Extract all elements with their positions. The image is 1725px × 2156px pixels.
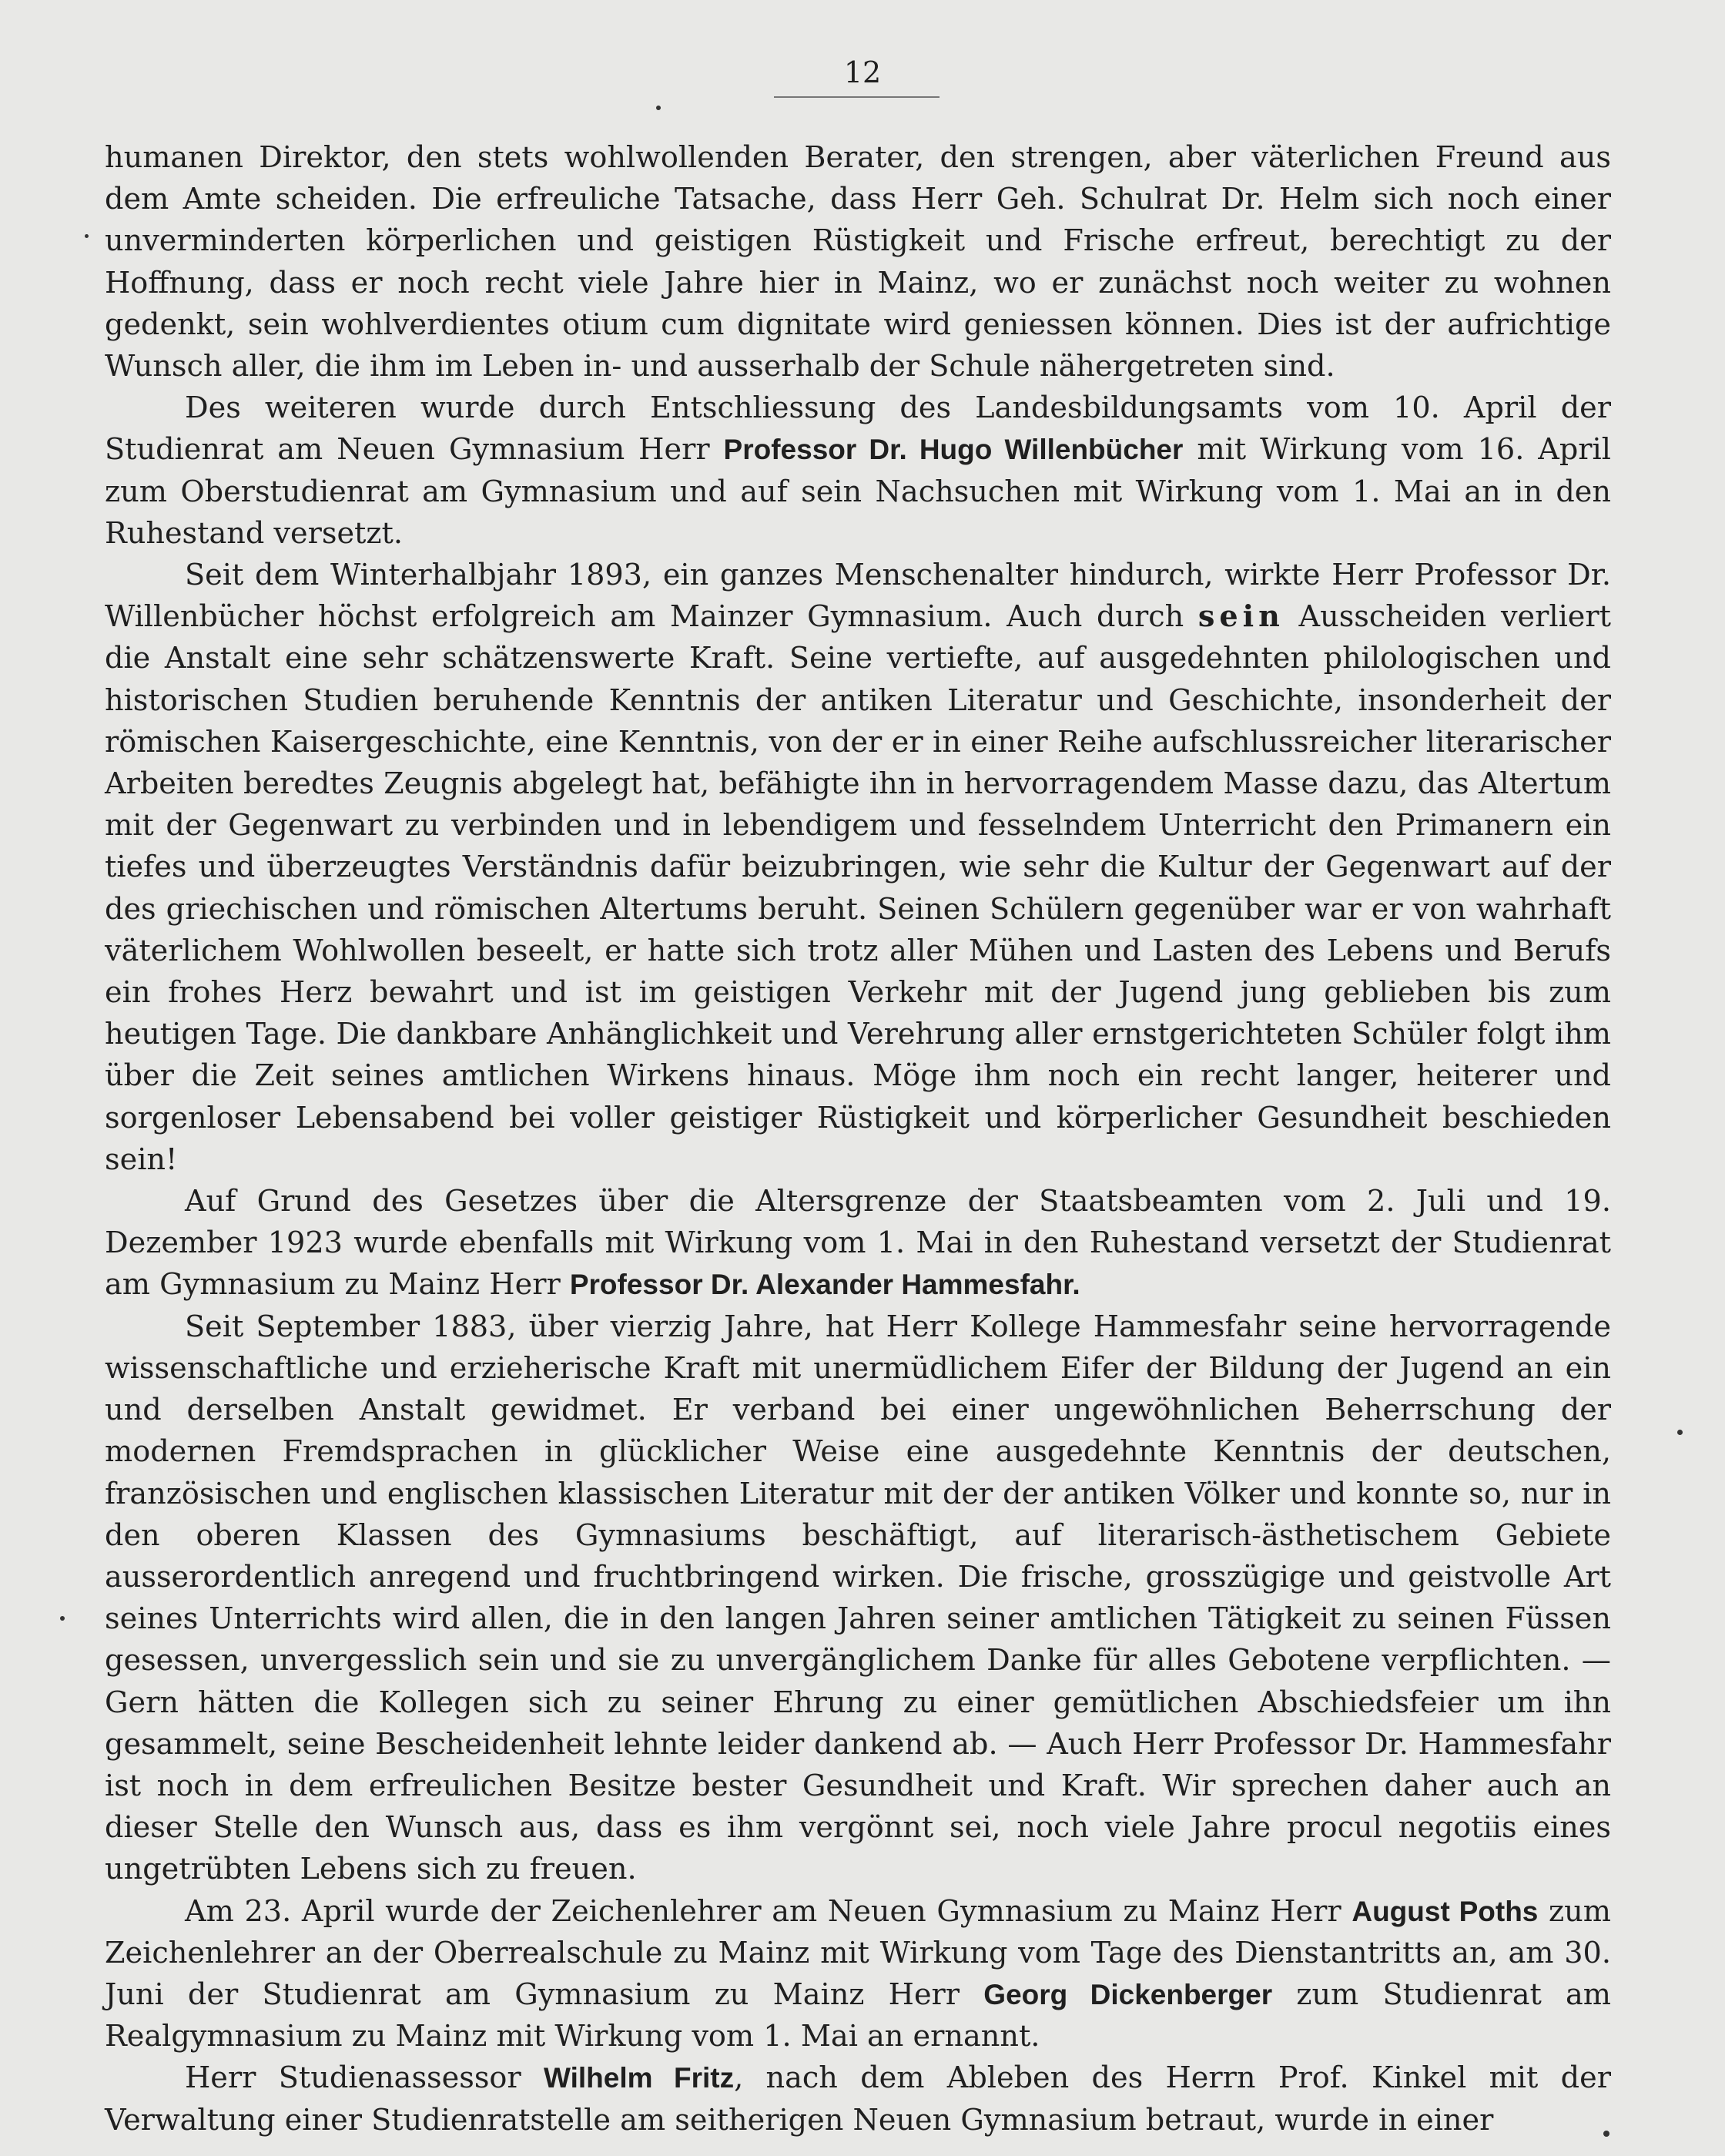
text-span: Seit dem Winterhalbjahr 1893, ein ganzes Menschenalter hindurch, wirkte Herr Professor Dr. Willenbücher höchst erfolgreich am Mainzer Gymnasium. Auch durch — [105, 558, 1611, 635]
paragraph-hammesfahr-retirement — [105, 1181, 1611, 1306]
emphasized-word: sein — [1197, 599, 1285, 635]
page-number-rule — [774, 96, 940, 98]
paragraph-willenbuecher-retirement — [105, 387, 1611, 555]
text-span: zum Zeichenlehrer an der Oberrealschule zu Mainz mit Wirkung vom Tage des Dienstantritts an, am 30. Juni der Studienrat am Gymnasium zu Mainz Herr — [105, 1894, 1611, 2012]
person-name-hammesfahr: Professor Dr. Alexander Hammesfahr. — [569, 1269, 1080, 1301]
page-number: 12 — [843, 55, 882, 89]
paragraph-hammesfahr-tribute: Seit September 1883, über vierzig Jahre, hat Herr Kollege Hammesfahr seine hervorragende wissenschaftliche und erzieherische Kraft mit unermüdlichem Eifer der Bildung der Jugend an ein und derselben Anstalt gewidmet. Er verband bei einer ungewöhnlichen Beherrschung der modernen Fremdsprachen in glücklicher Weise eine ausgedehnte Kenntnis der deutschen, französischen und englischen klassischen Literatur mit der der antiken Völker und konnte so, nur in den oberen Klassen des Gymnasiums beschäftigt, auf literarisch-ästhetischem Gebiete ausserordentlich anregend und fruchtbringend wirken. Die frische, grosszügige und geistvolle Art seines Unterrichts wird allen, die in den langen Jahren seiner amtlichen Tätigkeit zu seinen Füssen gesessen, unvergesslich sein und sie zu unvergänglichem Danke für alles Gebotene verpflichten. — Gern hätten die Kollegen sich zu seiner Ehrung zu einer gemütlichen Abschiedsfeier um ihn gesammelt, seine Bescheidenheit lehnte leider dankend ab. — Auch Herr Professor Dr. Hammesfahr ist noch in dem erfreulichen Besitze bester Gesundheit und Kraft. Wir sprechen daher auch an dieser Stelle den Wunsch aus, dass es ihm vergönnt sei, noch viele Jahre procul negotiis eines ungetrübten Lebens sich zu freuen. — [105, 1309, 1611, 1887]
person-name-dickenberger: Georg Dickenberger — [983, 1978, 1273, 2010]
text-span: zum Studienrat am Realgymnasium zu Mainz mit Wirkung vom 1. Mai an ernannt. — [105, 1977, 1612, 2054]
scan-speck — [85, 234, 89, 238]
paragraph-helm-farewell: humanen Direktor, den stets wohlwollenden Berater, den strengen, aber väterlichen Freund aus dem Amte scheiden. Die erfreuliche Tatsache, dass Herr Geh. Schulrat Dr. Helm sich noch einer unverminderten körperlichen und geistigen Rüstigkeit und Frische erfreut, berechtigt zu der Hoffnung, dass er noch recht viele Jahre hier in Mainz, wo er zunächst noch weiter zu wohnen gedenkt, sein wohlverdientes otium cum dignitate wird geniessen können. Dies ist der aufrichtige Wunsch aller, die ihm im Leben in- und ausserhalb der Schule nähergetreten sind. — [105, 141, 1611, 384]
paragraph-willenbuecher-tribute — [105, 555, 1611, 1181]
text-span: Ausscheiden verliert die Anstalt eine sehr schätzenswerte Kraft. Seine vertiefte, auf ausgedehnten philologischen und historischen Studien beruhende Kenntnis der antiken Literatur und Geschichte, insonderheit der römischen Kaisergeschichte, eine Kenntnis, von der er in einer Reihe aufschlussreicher literarischer Arbeiten beredtes Zeugnis abgelegt hat, befähigte ihn in hervorragendem Masse dazu, das Altertum mit der Gegenwart zu verbinden und in lebendigem und fesselndem Unterricht den Primanern ein tiefes und überzeugtes Verständnis dafür beizubringen, wie sehr die Kultur der Gegenwart auf der des griechischen und römischen Altertums beruht. Seinen Schülern gegenüber war er von wahrhaft väterlichem Wohlwollen beseelt, er hatte sich trotz aller Mühen und Lasten des Lebens und Berufs ein frohes Herz bewahrt und ist im geistigen Verkehr mit der Jugend jung geblieben bis zum heutigen Tage. Die dankbare Anhänglichkeit und Verehrung aller ernstgerichteten Schüler folgt ihm über die Zeit seines amtlichen Wirkens hinaus. Möge ihm noch ein recht langer, heiterer und sorgenloser Lebensabend bei voller geistiger Rüstigkeit und körperlicher Gesundheit beschieden sein! — [105, 600, 1611, 1177]
text-span: Herr Studienassessor — [185, 2061, 544, 2096]
paragraph-fritz — [105, 2057, 1611, 2141]
scan-speck — [1677, 1430, 1683, 1435]
body-text — [105, 137, 1611, 2141]
text-span: mit Wirkung vom 16. April zum Oberstudienrat am Gymnasium und auf sein Nachsuchen mit Wirkung vom 1. Mai an in den Ruhestand versetzt. — [105, 433, 1611, 551]
person-name-willenbuecher: Professor Dr. Hugo Willenbücher — [723, 434, 1184, 466]
scan-speck — [60, 1616, 65, 1621]
person-name-fritz: Wilhelm Fritz — [544, 2062, 735, 2094]
person-name-poths: August Poths — [1352, 1895, 1539, 1927]
text-span: Des weiteren wurde durch Entschliessung des Landesbildungsamts vom 10. April der Studienrat am Neuen Gymnasium Herr — [105, 391, 1611, 468]
text-span: Auf Grund des Gesetzes über die Altersgrenze der Staatsbeamten vom 2. Juli und 19. Dezember 1923 wurde ebenfalls mit Wirkung vom 1. Mai in den Ruhestand versetzt der Studienrat am Gymnasium zu Mainz Herr — [105, 1185, 1611, 1303]
paragraph-appointments — [105, 1891, 1611, 2058]
text-span: , nach dem Ableben des Herrn Prof. Kinkel mit der Verwaltung einer Studienratstelle am seitherigen Neuen Gymnasium betraut, wurde in einer — [105, 2061, 1611, 2138]
text-span: Am 23. April wurde der Zeichenlehrer am Neuen Gymnasium zu Mainz Herr — [185, 1894, 1352, 1929]
scan-speck — [1603, 2131, 1609, 2137]
scan-speck — [656, 106, 661, 110]
